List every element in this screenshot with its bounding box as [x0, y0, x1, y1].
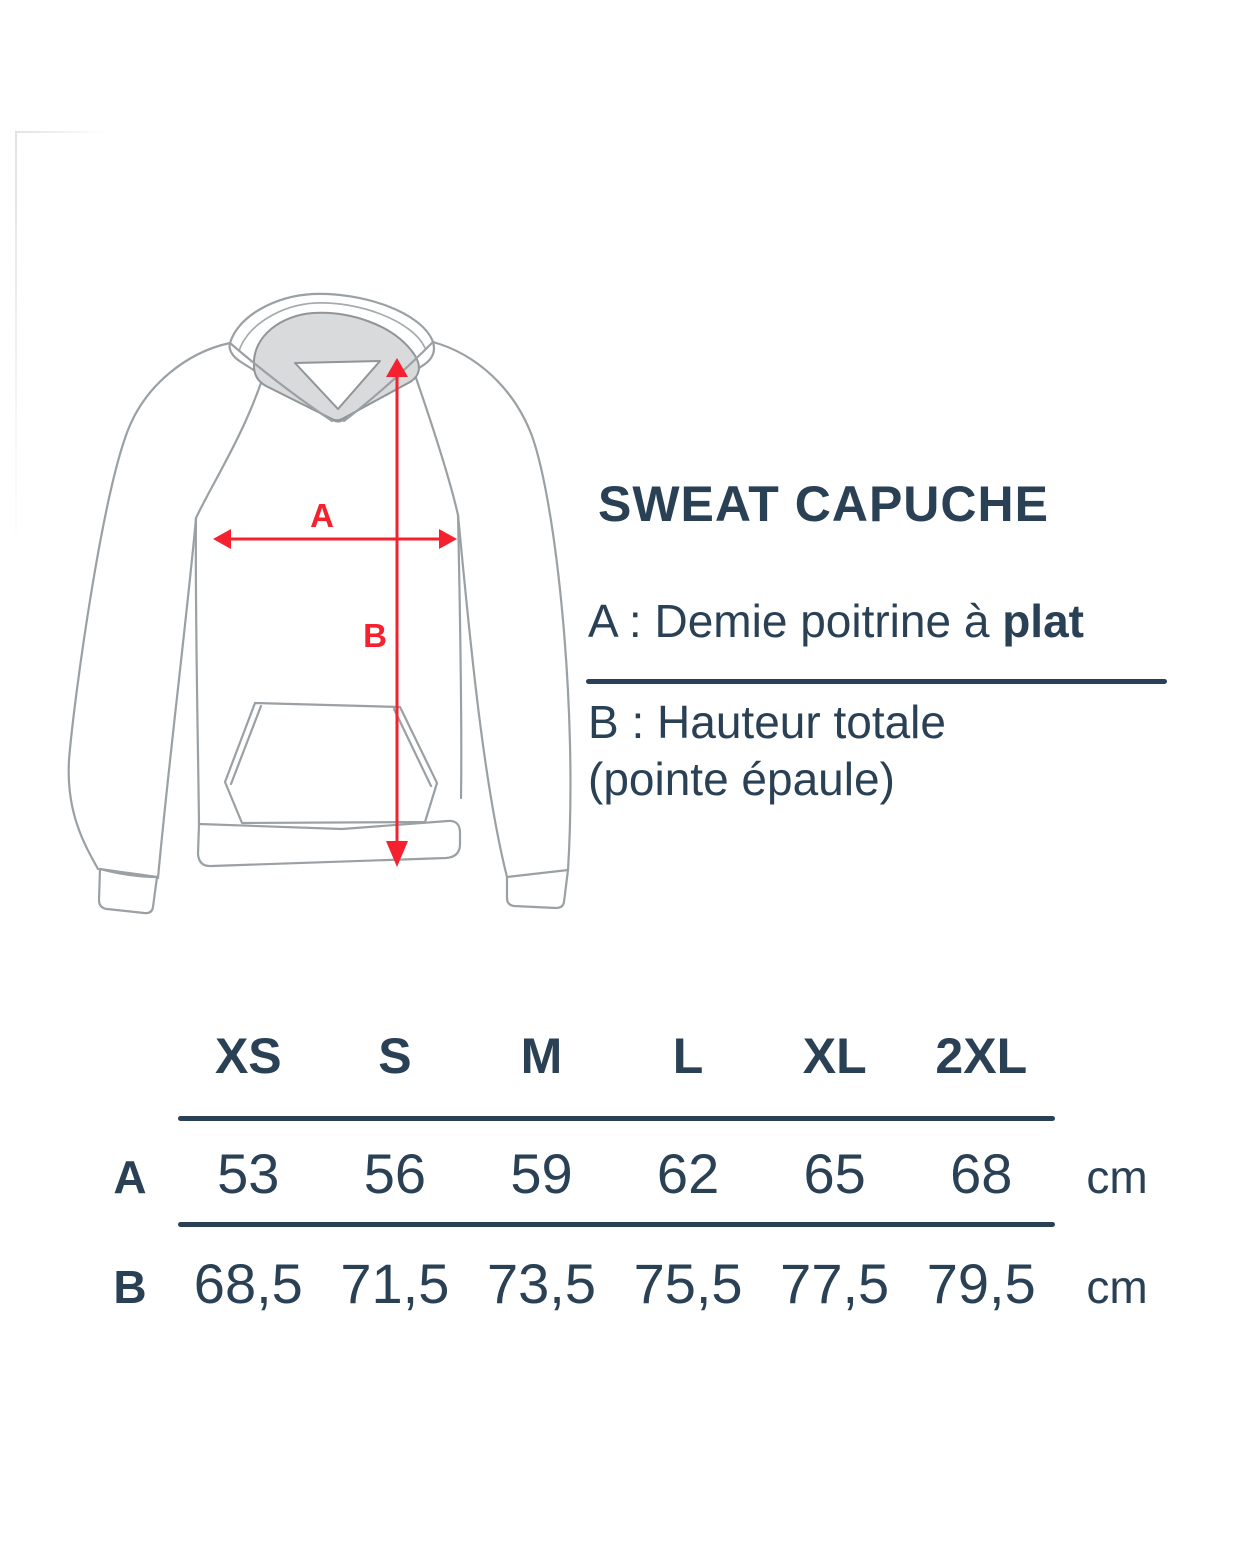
size-header-xs: XS: [214, 1028, 282, 1084]
total-height-arrow: [363, 358, 408, 867]
size-header-xl: XL: [802, 1028, 867, 1084]
divider-line: [586, 679, 1167, 684]
arrow-right-head: [439, 529, 457, 549]
row-b-label: B: [113, 1261, 147, 1313]
cropped-border-artifact-vertical: [15, 131, 17, 561]
measure-b-line1: B : Hauteur totale: [588, 696, 946, 748]
hood: [230, 294, 434, 422]
hoodie-measurement-diagram: [42, 278, 602, 958]
row-b-value-xs: 68,5: [193, 1252, 303, 1315]
measure-a-definition: [588, 593, 1208, 649]
chest-width-arrow: [213, 497, 457, 549]
size-header-s: S: [378, 1028, 412, 1084]
row-a-value-m: 59: [510, 1142, 573, 1205]
size-header-row: [85, 1030, 1180, 1082]
arrow-left-head: [213, 529, 231, 549]
row-b-value-m: 73,5: [486, 1252, 596, 1315]
table-rule-bottom: [178, 1222, 1055, 1227]
row-b-value-l: 75,5: [633, 1252, 743, 1315]
size-header-l: L: [672, 1028, 704, 1084]
measure-b-line2: (pointe épaule): [588, 753, 895, 805]
hoodie-outline: [69, 342, 571, 913]
info-panel: [588, 478, 1208, 808]
row-a-value-xs: 53: [217, 1142, 280, 1205]
size-header-m: M: [520, 1028, 563, 1084]
cropped-border-artifact-horizontal: [15, 131, 105, 133]
size-table: [85, 1030, 1180, 1316]
measure-a-text: A : Demie poitrine à: [588, 595, 1003, 647]
row-a-value-s: 56: [363, 1142, 427, 1205]
measurement-row-b: [85, 1252, 1180, 1316]
product-title: SWEAT CAPUCHE: [598, 476, 1049, 532]
row-a-unit: cm: [1086, 1151, 1148, 1203]
row-a-value-l: 62: [656, 1142, 720, 1205]
arrow-down-head: [386, 841, 408, 867]
row-a-label: A: [113, 1151, 147, 1203]
row-a-value-2xl: 68: [950, 1142, 1013, 1205]
arrow-a-label: A: [310, 497, 334, 534]
measure-b-definition: [588, 694, 1208, 808]
row-b-value-2xl: 79,5: [926, 1252, 1036, 1315]
arrow-b-label: B: [363, 617, 387, 654]
size-header-2xl: 2XL: [935, 1028, 1028, 1084]
measure-a-emphasis: plat: [1002, 595, 1084, 647]
measurement-row-a: [85, 1142, 1180, 1206]
row-b-value-s: 71,5: [340, 1252, 450, 1315]
row-a-value-xl: 65: [803, 1142, 866, 1205]
row-b-unit: cm: [1086, 1261, 1148, 1313]
table-rule-top: [178, 1116, 1055, 1121]
row-b-value-xl: 77,5: [780, 1252, 890, 1315]
